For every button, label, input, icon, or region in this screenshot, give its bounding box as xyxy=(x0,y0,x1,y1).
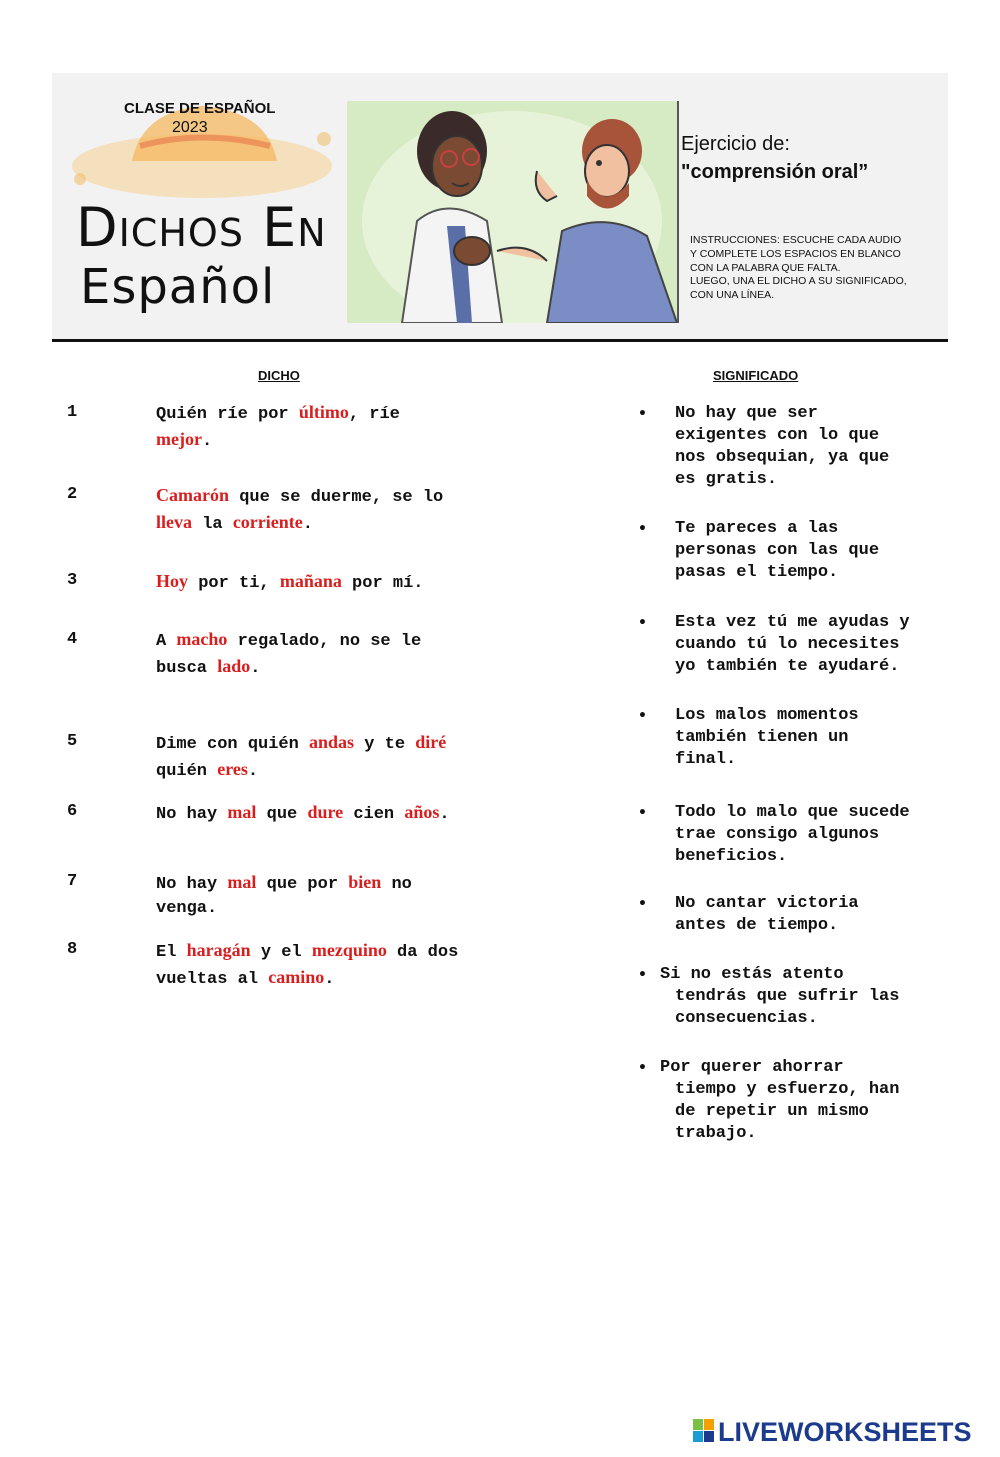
bullet-icon: • xyxy=(638,521,647,537)
dicho-item: No hay mal que dure cien años. xyxy=(156,802,450,824)
meaning-item: • Te pareces a las personas con las que pasas el tiempo. xyxy=(638,519,880,582)
answer-word: macho xyxy=(176,629,228,649)
answer-word: haragán xyxy=(186,940,251,960)
dicho-number: 1 xyxy=(67,403,78,422)
exercise-label: Ejercicio de: xyxy=(681,133,790,155)
answer-word: mal xyxy=(227,872,257,892)
answer-word: camino xyxy=(268,967,325,987)
bullet-icon: • xyxy=(638,615,647,631)
liveworksheets-logo-icon xyxy=(693,1419,715,1443)
bullet-icon: • xyxy=(638,1060,647,1076)
answer-word: bien xyxy=(348,872,382,892)
liveworksheets-logo[interactable]: LIVEWORKSHEETS xyxy=(718,1417,972,1447)
instructions: INSTRUCCIONES: ESCUCHE CADA AUDIO Y COMPLETE LOS ESPACIOS EN BLANCO CON LA PALABRA QUE FALTA. LUEGO, UNA EL DICHO A SU SIGNIFICADO, CON UNA LÍNEA. xyxy=(690,234,907,302)
dicho-item: Camarón que se duerme, se lo lleva la corriente. xyxy=(156,485,444,534)
answer-word: lado xyxy=(217,656,251,676)
page-title-line1: DICHOS EN xyxy=(76,196,327,259)
meaning-item: • No hay que ser exigentes con lo que nos obsequian, ya que es gratis. xyxy=(638,404,890,489)
meaning-item: • No cantar victoria antes de tiempo. xyxy=(638,894,859,935)
meaning-item: • Todo lo malo que sucede trae consigo algunos beneficios. xyxy=(638,803,910,866)
answer-word: último xyxy=(298,402,349,422)
answer-word: eres xyxy=(217,759,248,779)
dicho-number: 4 xyxy=(67,630,78,649)
answer-word: mal xyxy=(227,802,257,822)
meaning-item: • Esta vez tú me ayudas y cuando tú lo necesites yo también te ayudaré. xyxy=(638,613,910,676)
dicho-column-heading: DICHO xyxy=(258,368,300,383)
dicho-item: Quién ríe por último, ríe mejor. xyxy=(156,402,400,451)
answer-word: diré xyxy=(415,732,447,752)
significado-column-heading: SIGNIFICADO xyxy=(713,368,799,383)
answer-word: años xyxy=(404,802,440,822)
bullet-icon: • xyxy=(638,896,647,912)
bullet-icon: • xyxy=(638,708,647,724)
answer-word: Hoy xyxy=(156,571,189,591)
meaning-item: • Por querer ahorrar tiempo y esfuerzo, han de repetir un mismo trabajo. xyxy=(638,1058,900,1143)
answer-word: corriente xyxy=(232,512,303,532)
answer-word: dure xyxy=(307,802,344,822)
meaning-item: • Si no estás atento tendrás que sufrir las consecuencias. xyxy=(638,965,900,1028)
dicho-item: Dime con quién andas y te diré quién eres. xyxy=(156,732,447,781)
illustration-divider xyxy=(677,101,679,323)
answer-word: Camarón xyxy=(156,485,229,505)
worksheet-header xyxy=(52,73,948,341)
dicho-number: 5 xyxy=(67,732,78,751)
exercise-title: "comprensión oral” xyxy=(681,161,869,183)
bullet-icon: • xyxy=(638,967,647,983)
dicho-number: 2 xyxy=(67,485,78,504)
header-divider xyxy=(52,339,948,342)
dicho-item: No hay mal que por bien no venga. xyxy=(156,872,412,918)
answer-word: mejor xyxy=(156,429,202,449)
dicho-item: Hoy por ti, mañana por mí. xyxy=(156,571,424,593)
dicho-number: 8 xyxy=(67,940,78,959)
class-label: CLASE DE ESPAÑOL xyxy=(124,100,276,117)
answer-word: lleva xyxy=(156,512,192,532)
class-year: 2023 xyxy=(172,119,208,136)
dicho-number: 6 xyxy=(67,802,78,821)
dicho-item: El haragán y el mezquino da dos vueltas al camino. xyxy=(156,940,459,989)
bullet-icon: • xyxy=(638,406,647,422)
answer-word: mañana xyxy=(279,571,342,591)
dicho-item: A macho regalado, no se le busca lado. xyxy=(156,629,422,678)
answer-word: mezquino xyxy=(311,940,387,960)
illustration-image xyxy=(347,101,677,323)
meaning-item: • Los malos momentos también tienen un final. xyxy=(638,706,859,769)
answer-word: andas xyxy=(309,732,355,752)
page-title-line2: Español xyxy=(80,259,276,315)
dicho-number: 7 xyxy=(67,872,78,891)
bullet-icon: • xyxy=(638,805,647,821)
dicho-number: 3 xyxy=(67,571,78,590)
